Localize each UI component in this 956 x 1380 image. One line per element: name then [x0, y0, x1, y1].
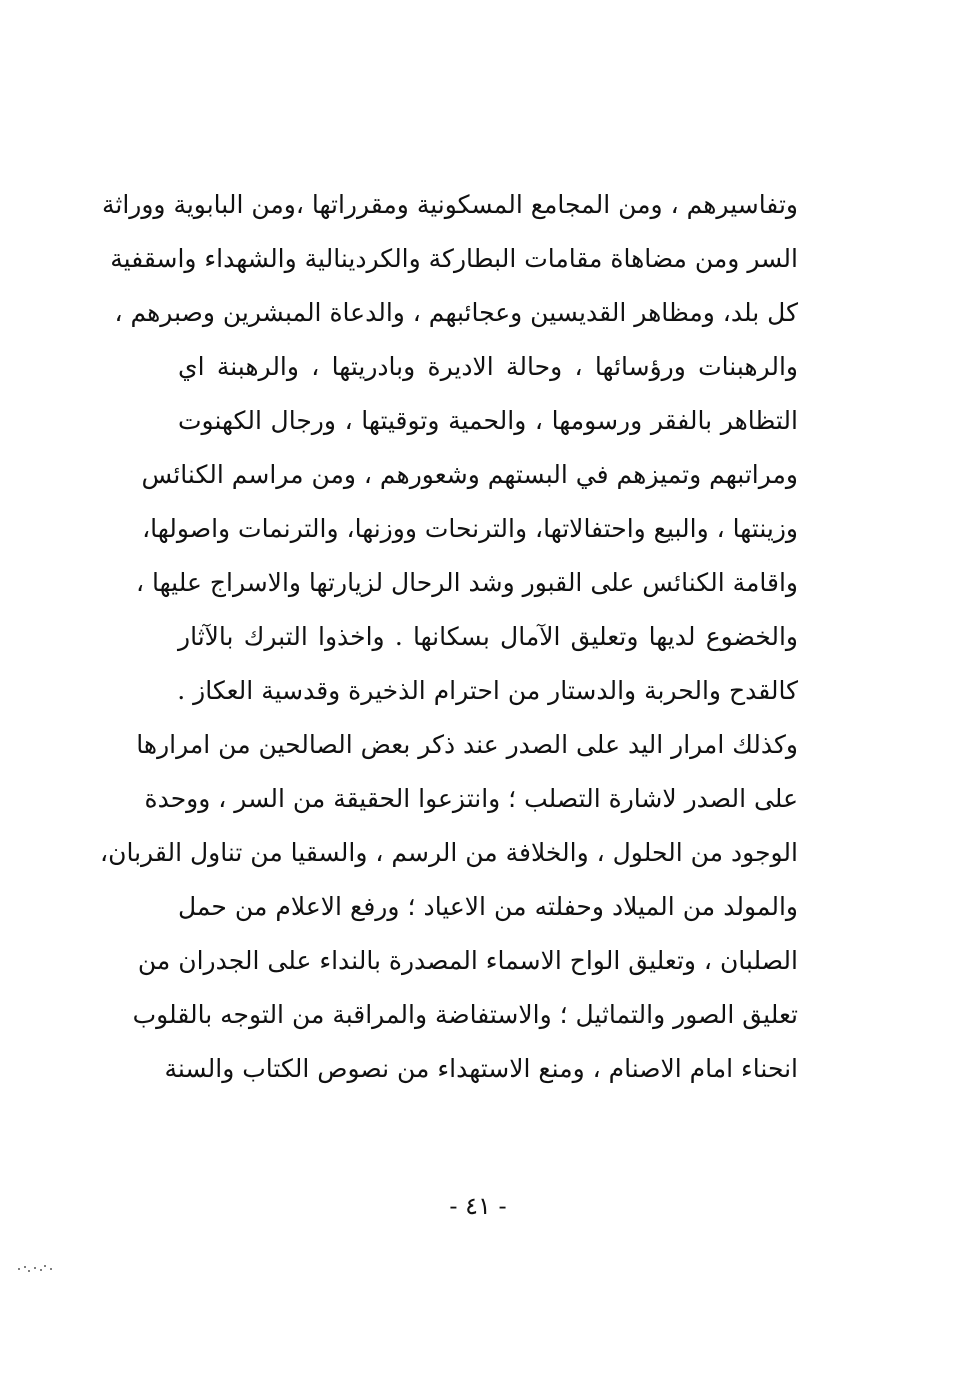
text-line: التظاهر بالفقر ورسومها ، والحمية وتوقيتها ، ورجال الكهنوت: [178, 406, 798, 435]
text-line: على الصدر لاشارة التصلب ؛ وانتزعوا الحقيقة من السر ، ووحدة: [144, 784, 798, 813]
text-line: السر ومن مضاهاة مقامات البطاركة والكردينالية والشهداء واسقفية: [110, 244, 798, 273]
text-line: واقامة الكنائس على القبور وشد الرحال لزيارتها والاسراج عليها ،: [136, 568, 798, 597]
text-line: كالقدح والحربة والدستار من احترام الذخيرة وقدسية العكاز .: [177, 676, 798, 705]
text-line: كل بلد، ومظاهر القديسين وعجائبهم ، والدعاة المبشرين وصبرهم ،: [114, 298, 798, 327]
text-line: الصلبان ، وتعليق الواح الاسماء المصدرة بالنداء على الجدران من: [137, 946, 798, 975]
scan-speck: [14, 1262, 58, 1276]
page-number: - ٤١ -: [449, 1192, 507, 1220]
text-line: ومراتبهم وتميزهم في البستهم وشعورهم ، ومن مراسم الكنائس: [141, 460, 798, 489]
text-line: انحناء امام الاصنام ، ومنع الاستهداء من نصوص الكتاب والسنة: [164, 1054, 798, 1083]
text-line: وزينتها ، والبيع واحتفالاتها، والترنحات ووزنها، والترنمات واصولها،: [142, 514, 798, 543]
body-text: [100, 178, 798, 1096]
text-line: والرهبنات ورؤسائها ، وحالة الاديرة وبادريتها ، والرهبنة اي: [178, 352, 798, 381]
text-line: وتفاسيرهم ، ومن المجامع المسكونية ومقرراتها ،ومن البابوية ووراثة: [101, 190, 798, 219]
text-line: وكذلك امرار اليد على الصدر عند ذكر بعض الصالحين من امرارها: [136, 730, 798, 759]
text-line: والخضوع لديها وتعليق الآمال بسكانها . واخذوا التبرك بالآثار: [178, 622, 798, 651]
text-line: والمولد من الميلاد وحفلته من الاعياد ؛ ورفع الاعلام من حمل: [178, 892, 798, 921]
text-line: تعليق الصور والتماثيل ؛ والاستفاضة والمراقبة من التوجه بالقلوب: [132, 1000, 798, 1029]
text-line: الوجود من الحلول ، والخلافة من الرسم ، والسقيا من تناول القربان،: [100, 838, 798, 867]
